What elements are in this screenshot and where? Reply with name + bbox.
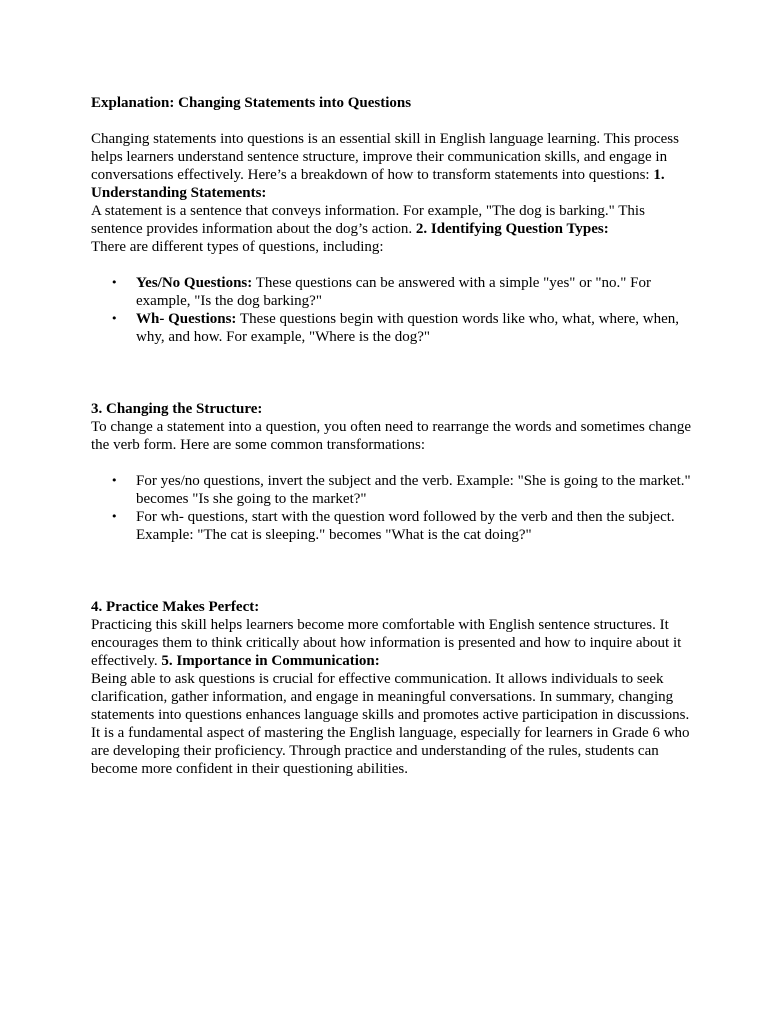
bullet-icon: • — [111, 276, 118, 289]
heading-changing-structure — [91, 400, 691, 418]
document-page — [91, 94, 691, 778]
practice-paragraph — [91, 616, 691, 670]
heading-understanding-statements: 1. Understanding Statements: — [91, 167, 665, 201]
list-item-text: For yes/no questions, invert the subject and the verb. Example: "She is going to the market." becomes "Is she going to the market?" — [136, 473, 691, 507]
list-item — [91, 274, 691, 310]
spacer — [91, 112, 691, 130]
heading-importance-communication: 5. Importance in Communication: — [161, 653, 380, 669]
document-title: Explanation: Changing Statements into Questions — [91, 95, 412, 111]
intro-paragraph — [91, 130, 691, 202]
intro-text: Changing statements into questions is an essential skill in English language learning. This process helps learners understand sentence structure, improve their communication skills, and engage in conversations effectively. Here’s a breakdown of how to transform statements into questions: — [91, 131, 679, 183]
heading-changing-structure-text: 3. Changing the Structure: — [91, 401, 263, 417]
spacer — [91, 454, 691, 472]
list-item-text: For wh- questions, start with the question word followed by the verb and then the subject. Example: "The cat is sleeping." becomes "What is the cat doing?" — [136, 509, 675, 543]
spacer — [91, 346, 691, 400]
bullet-icon: • — [111, 510, 118, 523]
spacer — [91, 256, 691, 274]
list-item-text: These questions can be answered with a simple "yes" or "no." For example, "Is the dog barking?" — [136, 275, 651, 309]
list-item — [91, 472, 691, 508]
bullet-icon: • — [111, 474, 118, 487]
heading-practice — [91, 598, 691, 616]
list-item-text: These questions begin with question words like who, what, where, when, why, and how. For example, "Where is the dog?" — [136, 311, 680, 345]
communication-paragraph: Being able to ask questions is crucial for effective communication. It allows individuals to seek clarification, gather information, and engage in meaningful conversations. In summary, changing statements into questions enhances language skills and promotes active participation in discussions. It is a fundamental aspect of mastering the English language, especially for learners in Grade 6 who are developing their proficiency. Through practice and understanding of the rules, students can become more confident in their questioning abilities. — [91, 671, 690, 777]
question-types-lead: There are different types of questions, including: — [91, 239, 384, 255]
practice-text: Practicing this skill helps learners become more comfortable with English sentence structures. It encourages them to think critically about how information is presented and how to inquire about it effectively. — [91, 617, 682, 669]
statement-paragraph — [91, 202, 691, 238]
list-item — [91, 310, 691, 346]
transformations-list — [91, 472, 691, 544]
spacer — [91, 544, 691, 598]
heading-practice-text: 4. Practice Makes Perfect: — [91, 599, 260, 615]
statement-text: A statement is a sentence that conveys information. For example, "The dog is barking." This sentence provides information about the dog’s action. — [91, 203, 645, 237]
list-item-label: Yes/No Questions: — [136, 275, 253, 291]
heading-identifying-question-types: 2. Identifying Question Types: — [415, 221, 609, 237]
question-types-list — [91, 274, 691, 346]
structure-lead: To change a statement into a question, you often need to rearrange the words and sometimes change the verb form. Here are some common transformations: — [91, 419, 691, 453]
list-item-label: Wh- Questions: — [136, 311, 237, 327]
list-item — [91, 508, 691, 544]
bullet-icon: • — [111, 312, 118, 325]
